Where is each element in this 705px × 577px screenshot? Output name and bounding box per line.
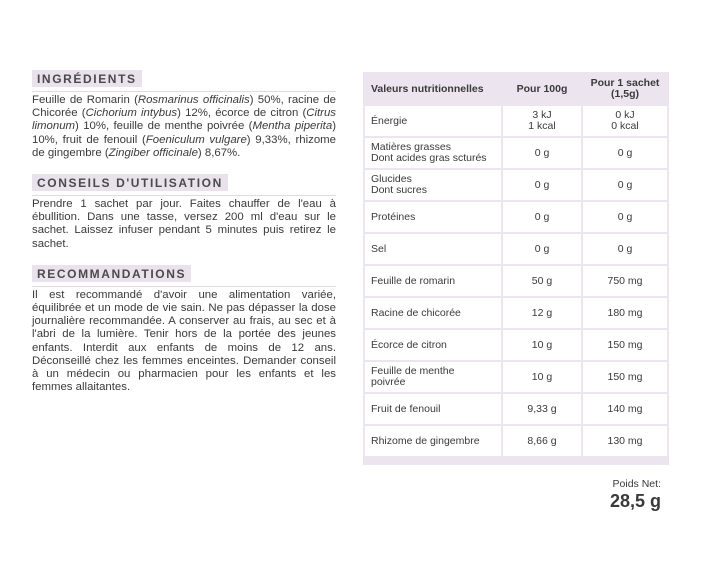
- value-per-sachet-text: 130 mg: [607, 434, 643, 447]
- value-per-sachet-text: 0 kJ 0 kcal: [611, 109, 639, 132]
- nutrient-label: [365, 362, 501, 392]
- value-per-100g-text: 0 g: [534, 146, 550, 159]
- ingredient-latin-name: Zingiber officinale: [108, 146, 198, 159]
- value-per-100g-text: 12 g: [531, 306, 553, 319]
- value-per-sachet: [583, 298, 667, 328]
- ingredient-text-part: ) 50%, racine de Chicorée (: [32, 94, 336, 120]
- value-per-100g-text: 50 g: [531, 274, 553, 287]
- value-per-sachet-text: 0 g: [617, 178, 633, 191]
- ingredient-latin-name: Foeniculum vulgare: [145, 133, 247, 146]
- nutrient-label: [365, 298, 501, 328]
- nutrient-label: [365, 106, 501, 136]
- ingredient-text-part: ) 10%, feuille de menthe poivrée (: [75, 120, 253, 133]
- nutrient-label-text: Rhizome de gingembre: [371, 434, 480, 447]
- ingredient-latin-name: Citrus limonum: [32, 107, 336, 133]
- value-per-100g-text: 10 g: [531, 338, 553, 351]
- value-per-sachet-text: 150 mg: [607, 338, 643, 351]
- nutrition-row: [365, 106, 667, 136]
- nutrient-label-text: Matières grasses Dont acides gras scturés: [371, 141, 487, 164]
- nutrition-row: [365, 138, 667, 168]
- value-per-100g-text: 9,33 g: [527, 402, 557, 415]
- value-per-sachet: [583, 362, 667, 392]
- nutrition-row: [365, 170, 667, 200]
- nutrient-label-text: Racine de chicorée: [371, 306, 461, 319]
- value-per-sachet: [583, 426, 667, 456]
- nutrition-body: [365, 106, 667, 456]
- value-per-100g: [503, 266, 581, 296]
- header-per-100g: Pour 100g: [503, 74, 581, 104]
- value-per-sachet: [583, 234, 667, 264]
- usage-heading: CONSEILS D'UTILISATION: [32, 174, 228, 191]
- nutrient-label-text: Écorce de citron: [371, 338, 447, 351]
- nutrient-label-text: Feuille de menthe poivrée: [371, 365, 455, 388]
- nutrition-table: [363, 72, 669, 458]
- ingredients-text: [32, 91, 336, 160]
- value-per-100g: [503, 106, 581, 136]
- nutrient-label: [365, 394, 501, 424]
- nutrition-row: [365, 362, 667, 392]
- value-per-100g: [503, 426, 581, 456]
- ingredient-text-part: ) 10%, fruit de fenouil (: [32, 120, 336, 146]
- nutrient-label-text: Feuille de romarin: [371, 274, 456, 287]
- ingredient-text-part: ) 8,67%.: [197, 146, 241, 159]
- value-per-sachet: [583, 202, 667, 232]
- value-per-100g: [503, 202, 581, 232]
- usage-text: Prendre 1 sachet par jour. Faites chauffer de l'eau à ébullition. Dans une tasse, versez 200 ml d'eau sur le sachet. Laissez infuser pendant 5 minutes puis retirez le sachet.: [32, 195, 336, 251]
- ingredient-latin-name: Cichorium intybus: [85, 107, 178, 120]
- ingredient-latin-name: Mentha piperita: [252, 120, 333, 133]
- value-per-100g-text: 0 g: [534, 242, 550, 255]
- value-per-100g-text: 0 g: [534, 210, 550, 223]
- nutrition-header-row: [365, 74, 667, 104]
- ingredient-text-part: ) 12%, écorce de citron (: [177, 107, 307, 120]
- value-per-sachet: [583, 330, 667, 360]
- value-per-100g-text: 0 g: [534, 178, 550, 191]
- header-per-sachet: Pour 1 sachet (1,5g): [583, 74, 667, 104]
- nutrition-table-panel: [363, 72, 669, 465]
- ingredients-section: [32, 70, 336, 160]
- usage-section: [32, 174, 336, 251]
- value-per-sachet-text: 750 mg: [607, 274, 643, 287]
- nutrient-label: [365, 266, 501, 296]
- nutrient-label-text: Sel: [371, 242, 387, 255]
- nutrient-label: [365, 330, 501, 360]
- nutrition-row: [365, 298, 667, 328]
- value-per-100g: [503, 394, 581, 424]
- ingredient-text-part: ) 9,33%, rhizome de gingembre (: [32, 133, 336, 159]
- value-per-100g-text: 10 g: [531, 370, 553, 383]
- value-per-100g: [503, 362, 581, 392]
- recommendations-text: Il est recommandé d'avoir une alimentation variée, équilibrée et un mode de vie sain. Ne pas dépasser la dose journalière recommandée. A conserver au frais, au sec et à l'abri de la lumière. Tenir hors de la portée des jeunes enfants. Interdit aux enfants de moins de 12 ans. Déconseillé chez les femmes enceintes. Demander conseil à un médecin ou pharmacien pour les enfants et les femmes allaitantes.: [32, 286, 336, 395]
- value-per-sachet-text: 150 mg: [607, 370, 643, 383]
- nutrient-label: [365, 170, 501, 200]
- value-per-100g-text: 3 kJ 1 kcal: [528, 109, 556, 132]
- nutrient-label-text: Glucides Dont sucres: [371, 173, 428, 196]
- value-per-sachet: [583, 170, 667, 200]
- net-weight: [610, 478, 661, 512]
- value-per-100g: [503, 170, 581, 200]
- nutrient-label: [365, 138, 501, 168]
- nutrition-row: [365, 330, 667, 360]
- recommendations-heading: RECOMMANDATIONS: [32, 265, 191, 282]
- ingredient-latin-name: Rosmarinus officinalis: [137, 94, 250, 106]
- value-per-sachet-text: 180 mg: [607, 306, 643, 319]
- ingredient-text-part: Feuille de Romarin (: [32, 94, 138, 106]
- nutrient-label: [365, 426, 501, 456]
- nutrient-label: [365, 202, 501, 232]
- value-per-sachet-text: 0 g: [617, 146, 633, 159]
- nutrition-row: [365, 202, 667, 232]
- value-per-100g: [503, 330, 581, 360]
- value-per-sachet: [583, 138, 667, 168]
- value-per-sachet: [583, 266, 667, 296]
- nutrition-row: [365, 394, 667, 424]
- nutrition-row: [365, 266, 667, 296]
- nutrient-label-text: Énergie: [371, 114, 408, 127]
- value-per-100g: [503, 234, 581, 264]
- header-nutrition-values: Valeurs nutritionnelles: [365, 74, 501, 104]
- ingredients-heading: INGRÉDIENTS: [32, 70, 142, 87]
- value-per-sachet: [583, 394, 667, 424]
- recommendations-section: [32, 265, 336, 395]
- value-per-sachet-text: 0 g: [617, 210, 633, 223]
- net-weight-label: Poids Net:: [612, 478, 661, 490]
- value-per-100g: [503, 298, 581, 328]
- nutrient-label-text: Fruit de fenouil: [371, 402, 441, 415]
- value-per-sachet: [583, 106, 667, 136]
- nutrient-label-text: Protéines: [371, 210, 416, 223]
- value-per-sachet-text: 140 mg: [607, 402, 643, 415]
- nutrition-row: [365, 234, 667, 264]
- nutrition-row: [365, 426, 667, 456]
- net-weight-value: 28,5 g: [609, 491, 661, 511]
- value-per-100g: [503, 138, 581, 168]
- value-per-sachet-text: 0 g: [617, 242, 633, 255]
- nutrient-label: [365, 234, 501, 264]
- left-column: [32, 70, 336, 408]
- value-per-100g-text: 8,66 g: [527, 434, 557, 447]
